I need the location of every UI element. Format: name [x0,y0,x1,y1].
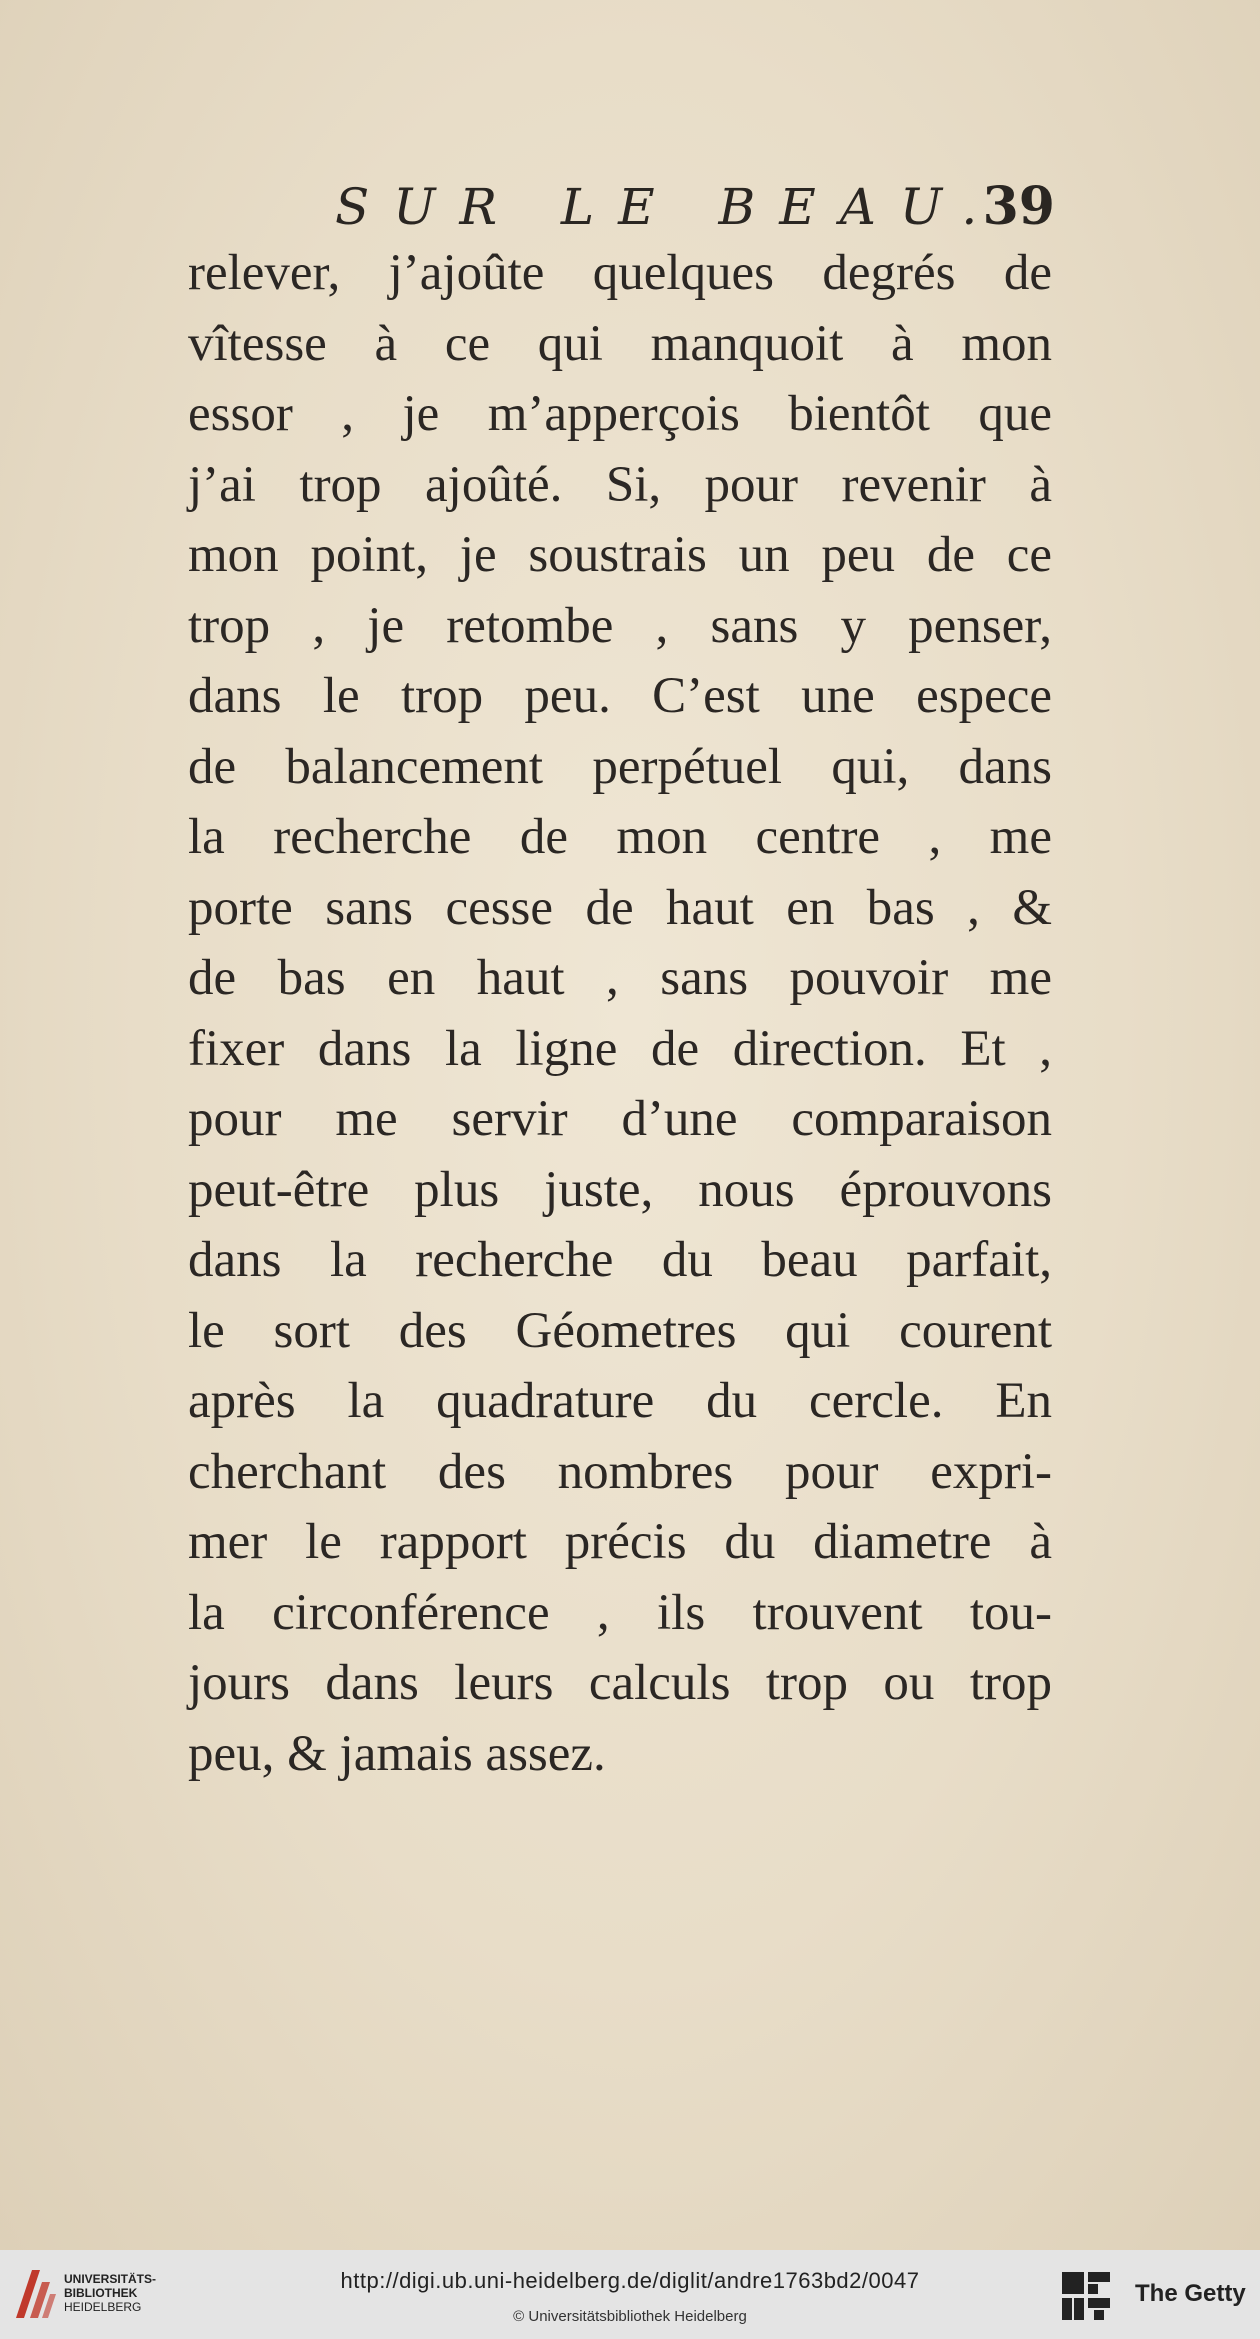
text-line: mon point, je soustrais un peu de ce [188,527,1052,583]
text-line: de bas en haut , sans pouvoir me [188,950,1052,1006]
text-line: j’ai trop ajoûté. Si, pour revenir à [188,456,1052,513]
text-line: le sort des Géometres qui courent [188,1302,1052,1359]
text-line: relever, j’ajoûte quelques degrés de [188,245,1052,301]
text-line: de balancement perpétuel qui, dans [188,738,1052,795]
text-line: trop , je retombe , sans y penser, [188,597,1052,654]
getty-logo-icon [1060,2270,1112,2322]
text-line: vîtesse à ce qui manquoit à mon [188,315,1052,372]
text-line: porte sans cesse de haut en bas , & [188,879,1052,936]
footer-bar [0,2250,1260,2339]
text-line: la recherche de mon centre , me [188,809,1052,865]
text-line: peut-être plus juste, nous éprouvons [188,1161,1052,1218]
source-url-link[interactable]: http://digi.ub.uni-heidelberg.de/diglit/andre1763bd2/0047 [340,2268,920,2293]
text-line: cherchant des nombres pour expri- [188,1443,1052,1500]
text-line: jours dans leurs calculs trop ou trop [188,1655,1052,1711]
text-line: essor , je m’apperçois bientôt que [188,386,1052,442]
partner-name: The Getty [1135,2280,1246,2307]
text-line: pour me servir d’une comparaison [188,1091,1052,1147]
page-number: 39 [982,176,1055,237]
text-line: peu, & jamais assez. [188,1725,606,1782]
copyright-notice: © Universitätsbibliothek Heidelberg [513,2308,747,2325]
text-line: dans la recherche du beau parfait, [188,1232,1052,1288]
text-line: la circonférence , ils trouvent tou- [188,1584,1052,1641]
text-line: mer le rapport précis du diametre à [188,1514,1052,1570]
text-line: fixer dans la ligne de direction. Et , [188,1020,1052,1077]
text-line: dans le trop peu. C’est une espece [188,668,1052,724]
text-line: après la quadrature du cercle. En [188,1373,1052,1429]
running-title: SUR LE BEAU. [335,178,1002,236]
university-library-logo-text: UNIVERSITÄTS- BIBLIOTHEK HEIDELBERG [64,2272,157,2314]
body-text [188,238,1052,1789]
